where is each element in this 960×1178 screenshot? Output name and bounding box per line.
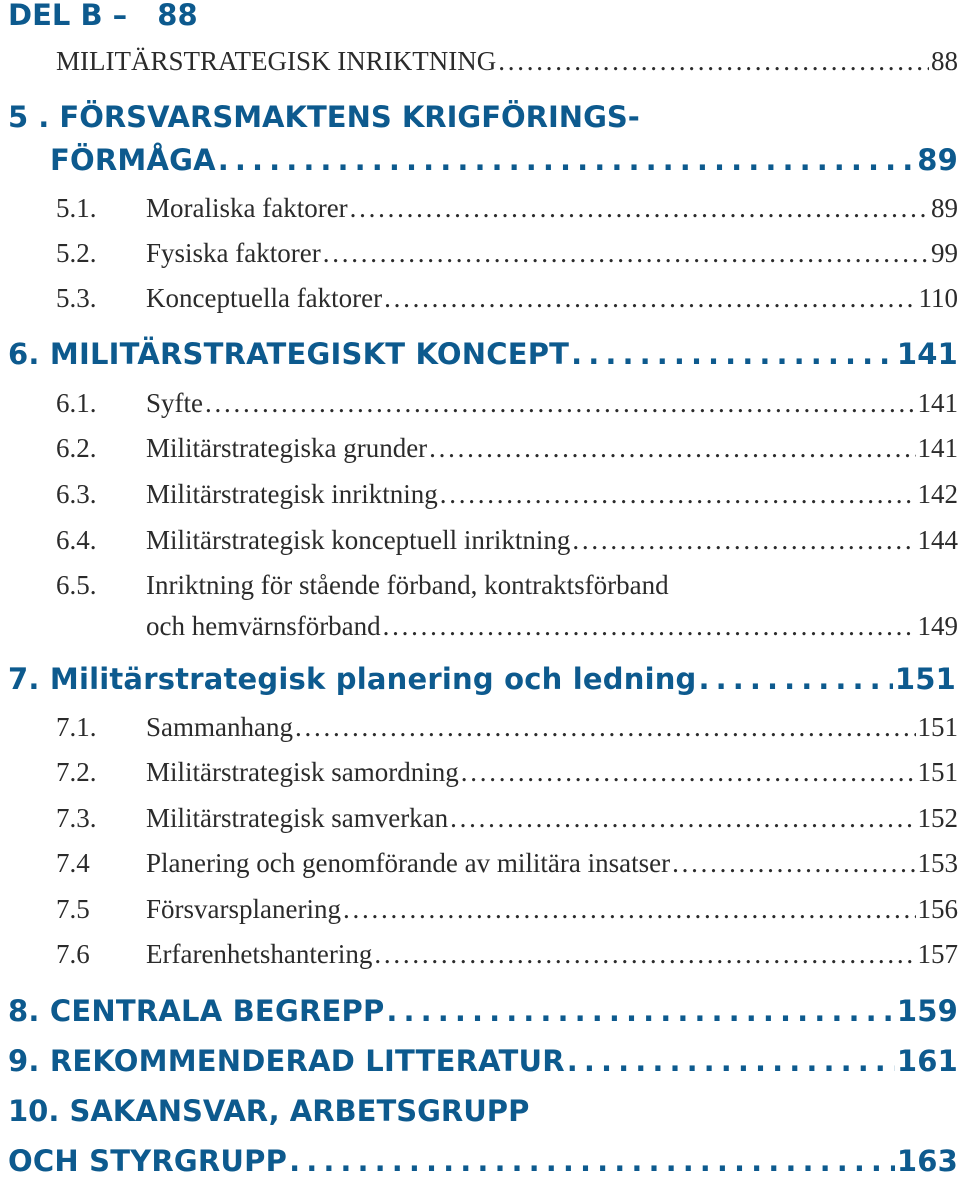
leader-dots: [383, 611, 916, 642]
toc-entry-6-1[interactable]: [0, 388, 960, 419]
toc-entry-intro[interactable]: [0, 46, 960, 77]
entry-page: 89: [917, 143, 958, 177]
leader-dots: [498, 46, 929, 77]
toc-entry-7-5[interactable]: [0, 894, 960, 925]
toc-entry-7-6[interactable]: [0, 939, 960, 970]
entry-title: Erfarenhetshantering: [146, 939, 373, 969]
entry-page: 151: [917, 712, 958, 742]
entry-number: 6.2.: [56, 433, 97, 463]
part-label: DEL B –: [8, 0, 128, 32]
leader-dots: [323, 238, 929, 269]
toc-entry-5-2[interactable]: [0, 238, 960, 269]
entry-title: Militärstrategisk samordning: [146, 757, 459, 787]
toc-entry-chapter-5[interactable]: [0, 143, 960, 177]
toc-entry-5-1[interactable]: [0, 193, 960, 224]
toc-entry-6-3[interactable]: [0, 479, 960, 510]
entry-number: 6.4.: [56, 525, 97, 555]
entry-number: 7.6: [56, 939, 90, 969]
entry-page: 141: [917, 433, 958, 463]
entry-title: Sammanhang: [146, 712, 293, 742]
entry-title: 6. MILITÄRSTRATEGISKT KONCEPT: [8, 337, 570, 371]
part-page: 88: [157, 0, 198, 32]
entry-title: 9. REKOMMENDERAD LITTERATUR: [8, 1044, 565, 1078]
leader-dots: [289, 1144, 895, 1178]
leader-dots: [571, 337, 895, 371]
entry-title: Militärstrategiska grunder: [146, 433, 428, 463]
leader-dots: [295, 712, 916, 743]
leader-dots: [343, 894, 916, 925]
leader-dots: [386, 994, 894, 1028]
leader-dots: [450, 803, 915, 834]
entry-title: och hemvärnsförband: [146, 611, 381, 641]
toc-entry-chapter-6[interactable]: [0, 337, 960, 371]
leader-dots: [572, 525, 915, 556]
entry-page: 141: [917, 388, 958, 418]
toc-entry-chapter-10[interactable]: [0, 1144, 960, 1178]
entry-title: Moraliska faktorer: [146, 193, 348, 223]
entry-title: MILITÄRSTRATEGISK INRIKTNING: [56, 46, 497, 76]
entry-number: 5.2.: [56, 238, 97, 268]
entry-page: 151: [917, 757, 958, 787]
toc-entry-5-3[interactable]: [0, 283, 960, 314]
entry-page: 99: [931, 238, 958, 268]
entry-number: 7.1.: [56, 712, 97, 742]
entry-title: Militärstrategisk samverkan: [146, 803, 449, 833]
leader-dots: [384, 283, 916, 314]
entry-title: 8. CENTRALA BEGREPP: [8, 994, 385, 1028]
leader-dots: [672, 848, 915, 879]
entry-page: 110: [918, 283, 958, 313]
leader-dots: [461, 757, 916, 788]
entry-title: 7. Militärstrategisk planering och ledning: [8, 662, 697, 696]
toc-entry-chapter-8[interactable]: [0, 994, 960, 1028]
toc-entry-6-4[interactable]: [0, 525, 960, 556]
entry-page: 156: [917, 894, 958, 924]
entry-page: 152: [917, 803, 958, 833]
leader-dots: [440, 479, 916, 510]
leader-dots: [699, 662, 893, 696]
leader-dots: [567, 1044, 895, 1078]
entry-number: 7.2.: [56, 757, 97, 787]
toc-entry-7-3[interactable]: [0, 803, 960, 834]
entry-title: Försvarsplanering: [146, 894, 341, 924]
entry-number: 6.3.: [56, 479, 97, 509]
entry-page: 157: [917, 939, 958, 969]
entry-page: 161: [896, 1044, 958, 1078]
entry-title: Militärstrategisk inriktning: [146, 479, 438, 509]
toc-entry-6-5[interactable]: [0, 611, 960, 642]
entry-title: Fysiska faktorer: [146, 238, 321, 268]
entry-number: 6.1.: [56, 388, 97, 418]
part-heading: [8, 0, 198, 32]
entry-number: 7.5: [56, 894, 90, 924]
leader-dots: [350, 193, 929, 224]
entry-page: 151: [894, 662, 956, 696]
entry-page: 163: [896, 1144, 958, 1178]
leader-dots: [205, 388, 916, 419]
toc-entry-chapter-7[interactable]: [0, 662, 960, 696]
chapter-10-heading-line1[interactable]: 10. SAKANSVAR, ARBETSGRUPP: [8, 1094, 530, 1128]
entry-page: 153: [917, 848, 958, 878]
toc-entry-6-5-number: 6.5.: [56, 570, 97, 600]
entry-page: 88: [931, 46, 958, 76]
toc-entry-6-5-title-line1[interactable]: Inriktning för stående förband, kontraktsförband: [146, 570, 669, 600]
entry-page: 89: [931, 193, 958, 223]
entry-title: FÖRMÅGA: [50, 143, 216, 177]
entry-number: 5.1.: [56, 193, 97, 223]
leader-dots: [429, 433, 915, 464]
leader-dots: [374, 939, 915, 970]
toc-entry-7-1[interactable]: [0, 712, 960, 743]
entry-page: 144: [917, 525, 958, 555]
entry-page: 159: [896, 994, 958, 1028]
entry-title: OCH STYRGRUPP: [8, 1144, 288, 1178]
entry-number: 5.3.: [56, 283, 97, 313]
entry-title: Planering och genomförande av militära insatser: [146, 848, 671, 878]
entry-page: 149: [917, 611, 958, 641]
leader-dots: [218, 143, 915, 177]
entry-number: 7.4: [56, 848, 90, 878]
toc-entry-7-4[interactable]: [0, 848, 960, 879]
toc-entry-chapter-9[interactable]: [0, 1044, 960, 1078]
entry-title: Militärstrategisk konceptuell inriktning: [146, 525, 571, 555]
entry-page: 141: [896, 337, 958, 371]
entry-title: Konceptuella faktorer: [146, 283, 383, 313]
entry-title: Syfte: [146, 388, 203, 418]
toc-entry-6-2[interactable]: [0, 433, 960, 464]
entry-number: 7.3.: [56, 803, 97, 833]
chapter-5-heading-line1[interactable]: 5 . FÖRSVARSMAKTENS KRIGFÖRINGS-: [8, 100, 640, 134]
toc-entry-7-2[interactable]: [0, 757, 960, 788]
entry-page: 142: [917, 479, 958, 509]
